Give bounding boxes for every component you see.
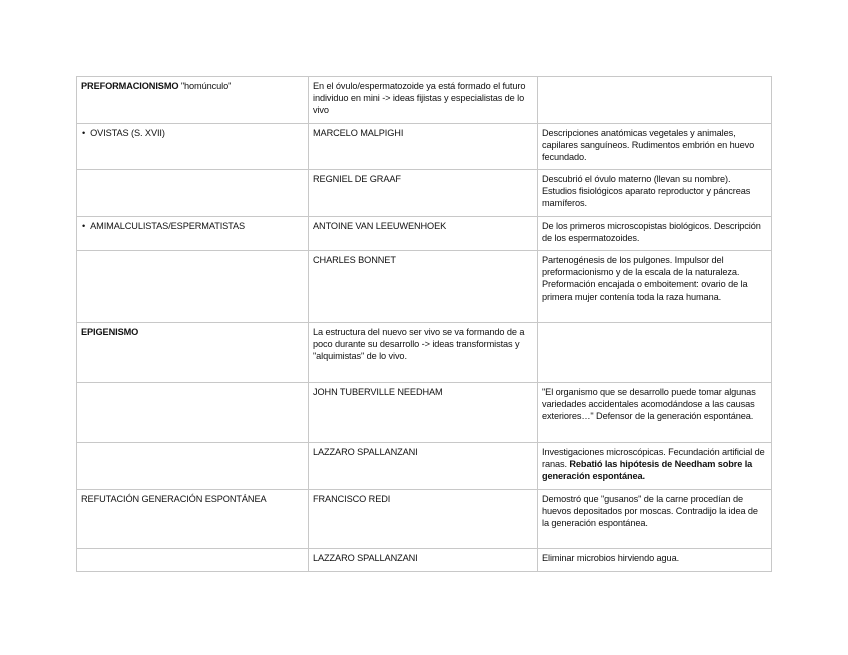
description-cell: Descubrió el óvulo materno (llevan su nombre). Estudios fisiológicos aparato reproductor y páncreas mamíferos.	[538, 170, 772, 217]
table-row	[77, 251, 772, 323]
table-row	[77, 124, 772, 170]
table-row	[77, 323, 772, 383]
author-cell: CHARLES BONNET	[309, 251, 538, 323]
section-heading-suffix: "homúnculo"	[178, 81, 232, 91]
description-cell: Partenogénesis de los pulgones. Impulsor del preformacionismo y de la escala de la naturaleza. Preformación encajada o emboitement: ovario de la primera mujer contenía toda la raza humana.	[538, 251, 772, 323]
author-cell: JOHN TUBERVILLE NEEDHAM	[309, 383, 538, 443]
topic-cell	[77, 217, 309, 251]
description-text: Investigaciones microscópicas. Fecundación artificial de ranas.	[542, 447, 765, 470]
bullet-item: • AMIMALCULISTAS/ESPERMATISTAS	[81, 221, 245, 231]
description-emphasis: Rebatió las hipótesis de Needham sobre la generación espontánea.	[542, 459, 753, 482]
table-row	[77, 549, 772, 572]
topic-cell	[77, 77, 309, 124]
topic-cell: REFUTACIÓN GENERACIÓN ESPONTÁNEA	[77, 490, 309, 549]
definition-cell: En el óvulo/espermatozoide ya está formado el futuro individuo en mini -> ideas fijistas y especialistas de lo vivo	[309, 77, 538, 124]
table-row	[77, 490, 772, 549]
description-cell: De los primeros microscopistas biológicos. Descripción de los espermatozoides.	[538, 217, 772, 251]
description-cell	[538, 323, 772, 383]
description-cell: "El organismo que se desarrollo puede tomar algunas variedades accidentales acomodándose a las causas exteriores…" Defensor de la generación espontánea.	[538, 383, 772, 443]
table-row	[77, 383, 772, 443]
table-row	[77, 77, 772, 124]
description-cell: Descripciones anatómicas vegetales y animales, capilares sanguíneos. Rudimentos embrión en huevo fecundado.	[538, 124, 772, 170]
topic-cell	[77, 549, 309, 572]
topic-cell	[77, 124, 309, 170]
topic-cell	[77, 170, 309, 217]
description-cell: Demostró que "gusanos" de la carne procedían de huevos depositados por moscas. Contradijo la idea de la generación espontánea.	[538, 490, 772, 549]
author-cell: REGNIEL DE GRAAF	[309, 170, 538, 217]
description-cell	[538, 443, 772, 490]
section-heading: EPIGENISMO	[81, 327, 139, 337]
author-cell: FRANCISCO REDI	[309, 490, 538, 549]
topic-cell	[77, 443, 309, 490]
author-cell: MARCELO MALPIGHI	[309, 124, 538, 170]
table-row	[77, 443, 772, 490]
description-cell	[538, 77, 772, 124]
author-cell: LAZZARO SPALLANZANI	[309, 549, 538, 572]
description-cell: Eliminar microbios hirviendo agua.	[538, 549, 772, 572]
history-table	[76, 76, 772, 572]
author-cell: ANTOINE VAN LEEUWENHOEK	[309, 217, 538, 251]
table-row	[77, 217, 772, 251]
table-row	[77, 170, 772, 217]
author-cell: LAZZARO SPALLANZANI	[309, 443, 538, 490]
bullet-item: • OVISTAS (S. XVII)	[81, 128, 165, 138]
section-heading: PREFORMACIONISMO	[81, 81, 179, 91]
topic-cell	[77, 323, 309, 383]
definition-cell: La estructura del nuevo ser vivo se va formando de a poco durante su desarrollo -> ideas transformistas y "alquimistas" de lo vivo.	[309, 323, 538, 383]
topic-cell	[77, 251, 309, 323]
topic-cell	[77, 383, 309, 443]
